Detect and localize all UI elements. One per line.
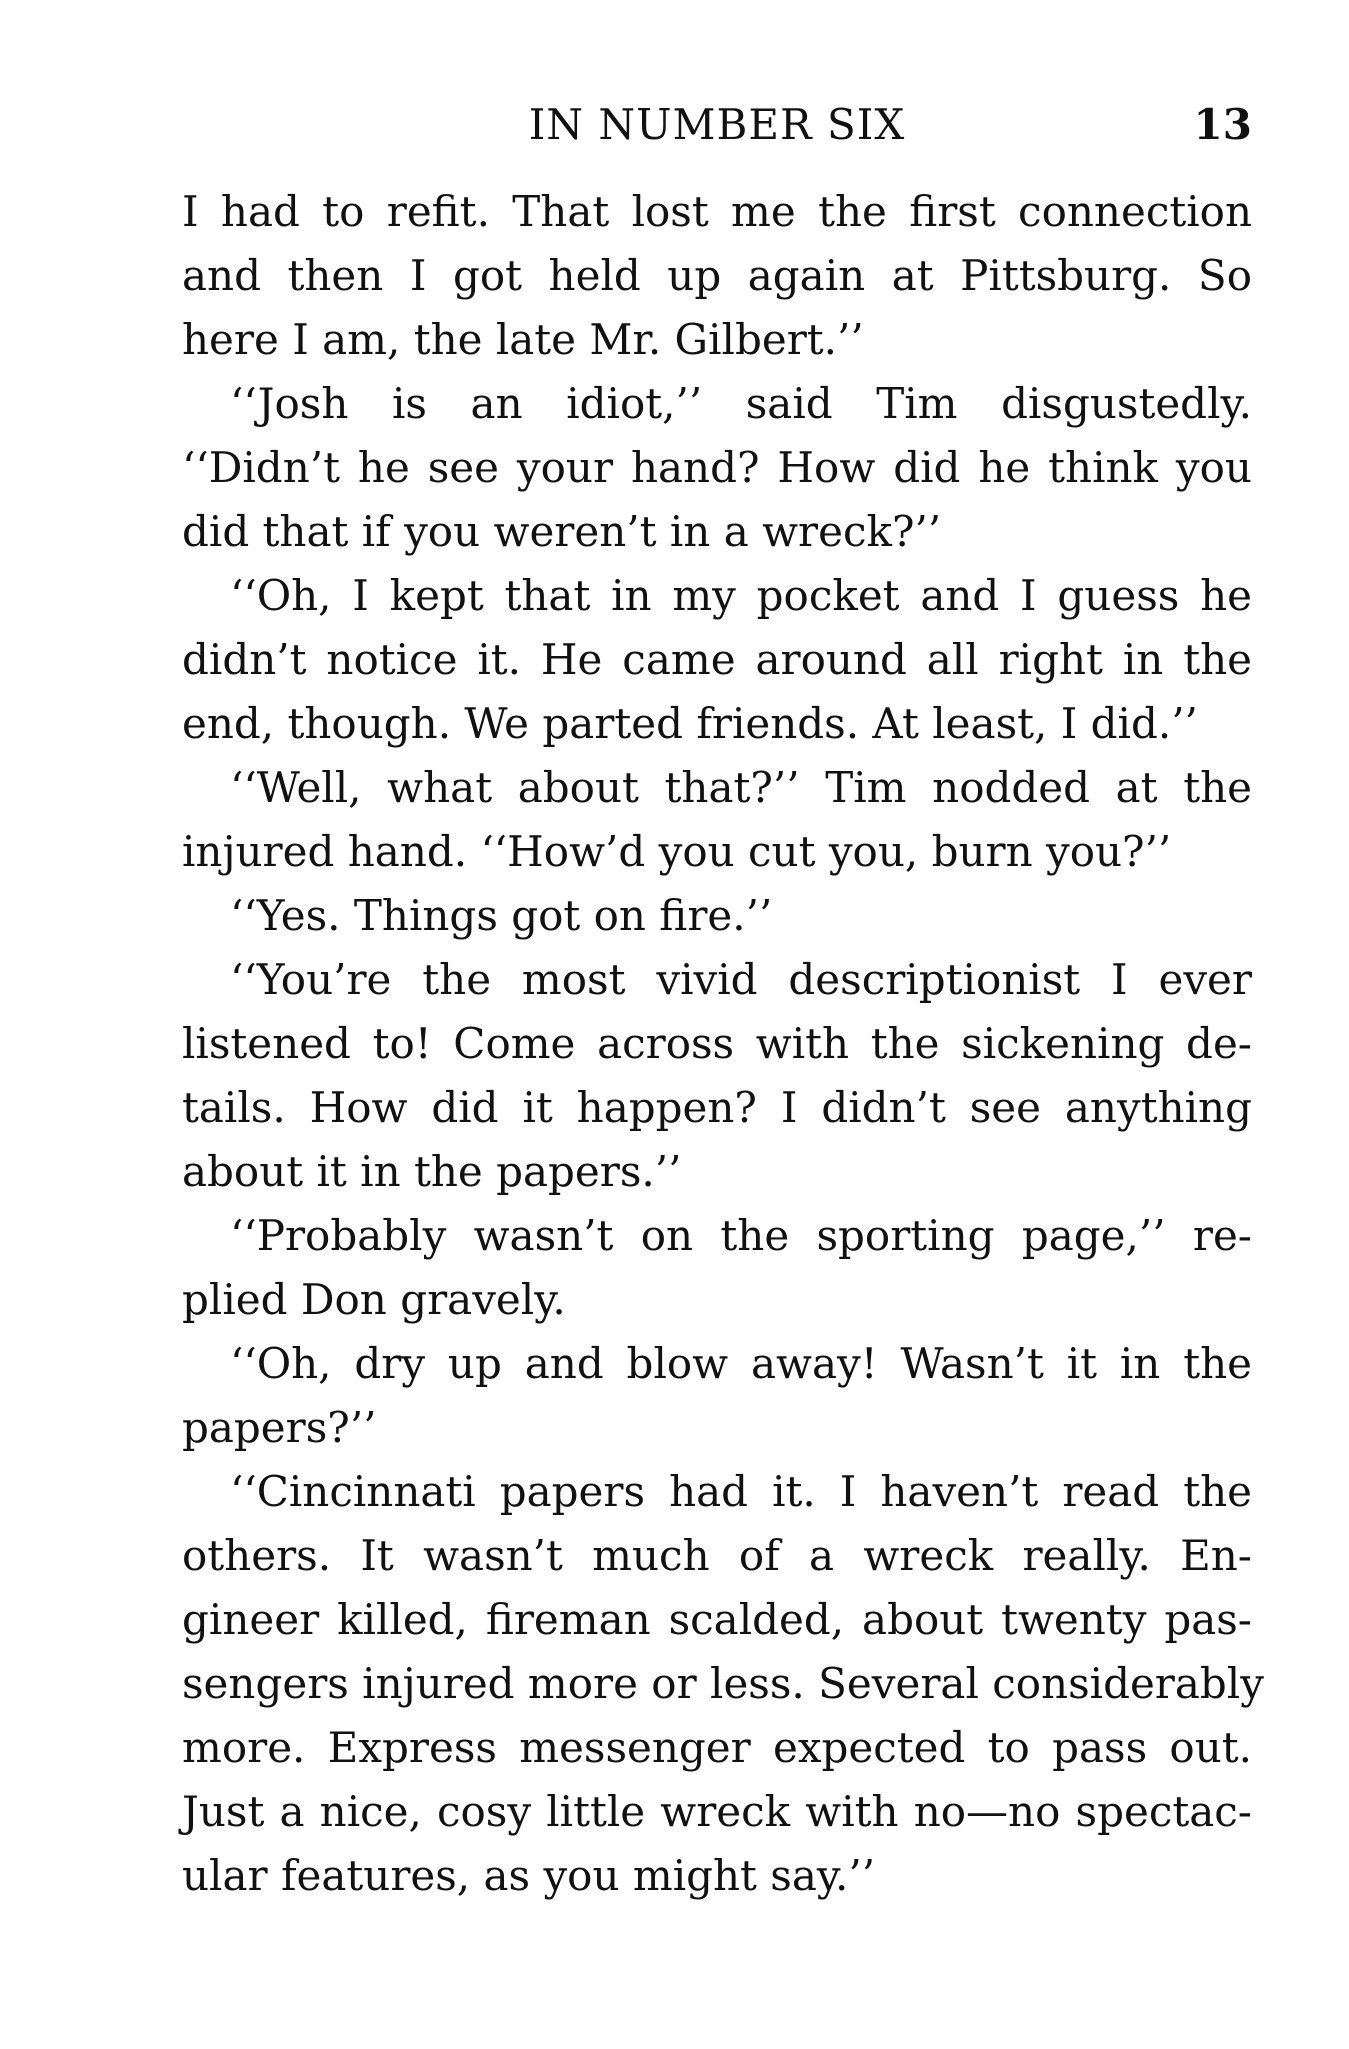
text-line: gineer killed, fireman scalded, about twenty pas- (182, 1595, 1252, 1644)
text-line: ‘‘Oh, I kept that in my pocket and I guess he (230, 571, 1252, 620)
text-line: ‘‘Cincinnati papers had it. I haven’t read the (230, 1467, 1252, 1516)
text-line: end, though. We parted friends. At least, I did.’’ (182, 699, 1198, 748)
text-line: ‘‘Probably wasn’t on the sporting page,’’ re- (230, 1211, 1252, 1260)
running-title: IN NUMBER SIX (528, 100, 906, 149)
running-head (182, 95, 1252, 155)
text-line: others. It wasn’t much of a wreck really. En- (182, 1531, 1252, 1580)
text-line: ‘‘Didn’t he see your hand? How did he think you (182, 443, 1252, 492)
text-line: about it in the papers.’’ (182, 1147, 682, 1196)
text-line: ‘‘Josh is an idiot,’’ said Tim disgustedly. (230, 379, 1252, 428)
text-line: ‘‘Yes. Things got on fire.’’ (230, 891, 773, 940)
text-line: listened to! Come across with the sickening de- (182, 1019, 1252, 1068)
text-line: here I am, the late Mr. Gilbert.’’ (182, 315, 864, 364)
text-line: ‘‘You’re the most vivid descriptionist I ever (230, 955, 1252, 1004)
text-line: sengers injured more or less. Several considerably (182, 1659, 1264, 1708)
body-text (182, 180, 1264, 1908)
text-line: ular features, as you might say.’’ (182, 1851, 876, 1900)
text-line: ‘‘Oh, dry up and blow away! Wasn’t it in the (230, 1339, 1252, 1388)
text-line: did that if you weren’t in a wreck?’’ (182, 507, 942, 556)
text-line: didn’t notice it. He came around all right in the (182, 635, 1252, 684)
text-line: I had to refit. That lost me the first connection (182, 187, 1252, 236)
text-line: injured hand. ‘‘How’d you cut you, burn you?’’ (182, 827, 1172, 876)
page-number: 13 (1193, 100, 1252, 149)
text-line: ‘‘Well, what about that?’’ Tim nodded at the (230, 763, 1252, 812)
text-line: Just a nice, cosy little wreck with no—no spectac- (182, 1787, 1252, 1836)
text-line: papers?’’ (182, 1403, 377, 1452)
text-line: more. Express messenger expected to pass out. (182, 1723, 1252, 1772)
text-line: plied Don gravely. (182, 1275, 566, 1324)
text-line: tails. How did it happen? I didn’t see anything (182, 1083, 1252, 1132)
text-line: and then I got held up again at Pittsburg. So (182, 251, 1252, 300)
